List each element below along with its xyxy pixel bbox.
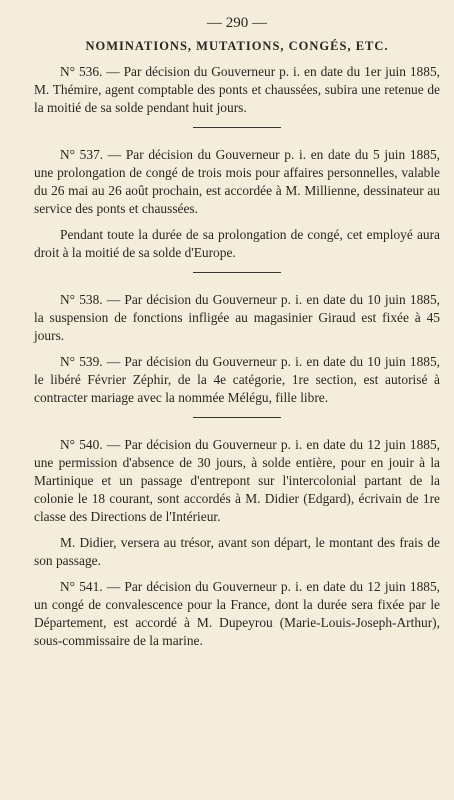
entry-paragraph: N° 539. — Par décision du Gouverneur p. i. en date du 10 juin 1885, le libéré Février Zéphir, de la 4e catégorie, 1re section, est autorisé à contracter mariage avec la nommée Mélégu, fille libre. [34,354,440,405]
decision-entry [34,146,440,262]
entry-paragraph: N° 541. — Par décision du Gouverneur p. i. en date du 12 juin 1885, un congé de convalescence pour la France, dont la durée sera fixée par le Département, est accordé à M. Dupeyrou (Marie-Louis-Joseph-Arthur), sous-commissaire de la marine. [34,579,440,648]
decision-entry [34,353,440,407]
separator-rule [193,127,281,128]
decision-entry [34,63,440,117]
separator-rule [193,417,281,418]
decision-entry [34,578,440,650]
decision-entry [34,436,440,570]
entry-paragraph: M. Didier, versera au trésor, avant son départ, le montant des frais de son passage. [34,535,440,568]
entry-paragraph: N° 536. — Par décision du Gouverneur p. i. en date du 1er juin 1885, M. Thémire, agent comptable des ponts et chaussées, subira une retenue de la moitié de sa solde pendant huit jours. [34,64,440,115]
page-number: — 290 — [207,15,267,31]
decision-entry [34,291,440,345]
separator-rule [193,272,281,273]
entry-paragraph: N° 537. — Par décision du Gouverneur p. i. en date du 5 juin 1885, une prolongation de congé de trois mois pour affaires personnelles, valable du 26 mai au 26 août prochain, est accordée à M. Millienne, dessinateur au service des ponts et chaussées. [34,147,440,216]
entry-paragraph: N° 538. — Par décision du Gouverneur p. i. en date du 10 juin 1885, la suspension de fonctions infligée au magasinier Giraud est fixée à 45 jours. [34,292,440,343]
entry-paragraph: Pendant toute la durée de sa prolongation de congé, cet employé aura droit à la moitié de sa solde d'Europe. [34,227,440,260]
entry-paragraph: N° 540. — Par décision du Gouverneur p. i. en date du 12 juin 1885, une permission d'absence de 30 jours, à solde entière, pour en jouir à la Martinique et un passage d'entrepont sur l'intercolonial partant de la colonie le 18 courant, sont accordés à M. Didier (Edgard), écrivain de 1re classe des Directions de l'Intérieur. [34,437,440,524]
section-title: NOMINATIONS, MUTATIONS, CONGÉS, ETC. [85,39,389,53]
